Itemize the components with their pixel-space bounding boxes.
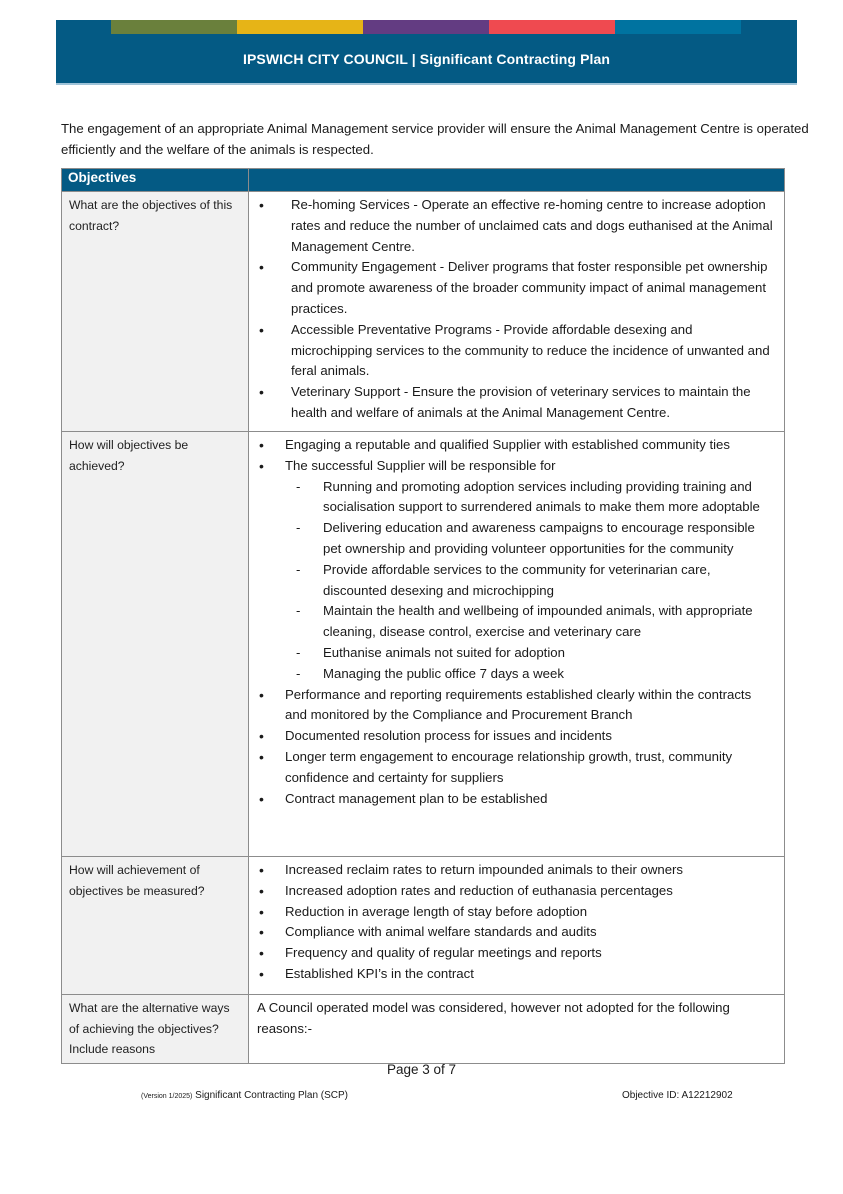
page-number: Page 3 of 7 [386, 1062, 457, 1077]
table-row [62, 995, 785, 1064]
footer-objective-id: Objective ID: A12212902 [622, 1090, 733, 1101]
answer-cell [249, 857, 785, 995]
answer-cell [249, 192, 785, 432]
list-item: • Performance and reporting requirements established clearly within the contracts and monitored by the Compliance and Procurement Branch [257, 685, 776, 727]
list-item: • Longer term engagement to encourage relationship growth, trust, community confidence and certainty for suppliers [257, 747, 776, 789]
list-item: • Compliance with animal welfare standards and audits [257, 922, 776, 943]
table-row [62, 857, 785, 995]
table-row [62, 432, 785, 857]
list-item: • Veterinary Support - Ensure the provision of veterinary services to maintain the health and welfare of animals at the Animal Management Centre. [257, 382, 776, 424]
list-item [257, 456, 776, 685]
list-item: • Established KPI’s in the contract [257, 964, 776, 985]
list-item: • Accessible Preventative Programs - Provide affordable desexing and microchipping services to the community to reduce the incidence of unwanted and feral animals. [257, 320, 776, 382]
footer-version: (Version 1/2025) [141, 1093, 193, 1100]
header-banner [56, 20, 797, 85]
table-row [62, 192, 785, 432]
question-cell: What are the alternative ways of achieving the objectives? Include reasons [62, 995, 249, 1064]
table-header-objectives: Objectives [62, 169, 249, 192]
stripe-green [111, 20, 237, 34]
list-item: • Increased reclaim rates to return impounded animals to their owners [257, 860, 776, 881]
sub-list-item: - Delivering education and awareness campaigns to encourage responsible pet ownership and providing volunteer opportunities for the community [285, 518, 776, 560]
sub-list-item: - Managing the public office 7 days a week [285, 664, 776, 685]
list-item: • Frequency and quality of regular meetings and reports [257, 943, 776, 964]
list-item: • Re-homing Services - Operate an effective re-homing centre to increase adoption rates and reduce the number of unclaimed cats and dogs euthanised at the Animal Management Centre. [257, 195, 776, 257]
responsibilities-sublist [285, 477, 776, 685]
intro-paragraph: The engagement of an appropriate Animal Management service provider will ensure the Animal Management Centre is operated efficiently and the welfare of the animals is respected. [61, 121, 809, 157]
measures-list [257, 860, 776, 985]
question-cell: How will objectives be achieved? [62, 432, 249, 857]
list-item: • Increased adoption rates and reduction of euthanasia percentages [257, 881, 776, 902]
page-title: IPSWICH CITY COUNCIL | Significant Contracting Plan [242, 51, 611, 67]
sub-list-item: - Maintain the health and wellbeing of impounded animals, with appropriate cleaning, disease control, exercise and veterinary care [285, 601, 776, 643]
footer-doc-title: Significant Contracting Plan (SCP) [195, 1090, 349, 1101]
table-header-row [62, 169, 785, 192]
objectives-list [257, 195, 776, 424]
objectives-table [61, 168, 785, 1064]
list-item: • Community Engagement - Deliver programs that foster responsible pet ownership and promote awareness of the broader community impact of animal management practices. [257, 257, 776, 319]
question-cell: How will achievement of objectives be measured? [62, 857, 249, 995]
achievement-list [257, 435, 776, 809]
sub-list-item: - Provide affordable services to the community for veterinarian care, discounted desexing and microchipping [285, 560, 776, 602]
sub-list-item: - Euthanise animals not suited for adoption [285, 643, 776, 664]
list-item: • Contract management plan to be established [257, 789, 776, 810]
answer-cell [249, 432, 785, 857]
table-header-blank [249, 169, 785, 192]
color-stripes [111, 20, 741, 34]
sub-list-item: - Running and promoting adoption services including providing training and socialisation support to surrendered animals to make them more adoptable [285, 477, 776, 519]
answer-cell: A Council operated model was considered, however not adopted for the following reasons:- [249, 995, 785, 1064]
stripe-purple [363, 20, 489, 34]
list-item: • Documented resolution process for issues and incidents [257, 726, 776, 747]
stripe-blue [615, 20, 741, 34]
list-item-text: The successful Supplier will be responsible for [285, 457, 556, 473]
list-item: • Engaging a reputable and qualified Supplier with established community ties [257, 435, 776, 456]
stripe-red [489, 20, 615, 34]
question-cell: What are the objectives of this contract? [62, 192, 249, 432]
list-item: • Reduction in average length of stay before adoption [257, 902, 776, 923]
footer-document-name [141, 1090, 348, 1101]
stripe-yellow [237, 20, 363, 34]
